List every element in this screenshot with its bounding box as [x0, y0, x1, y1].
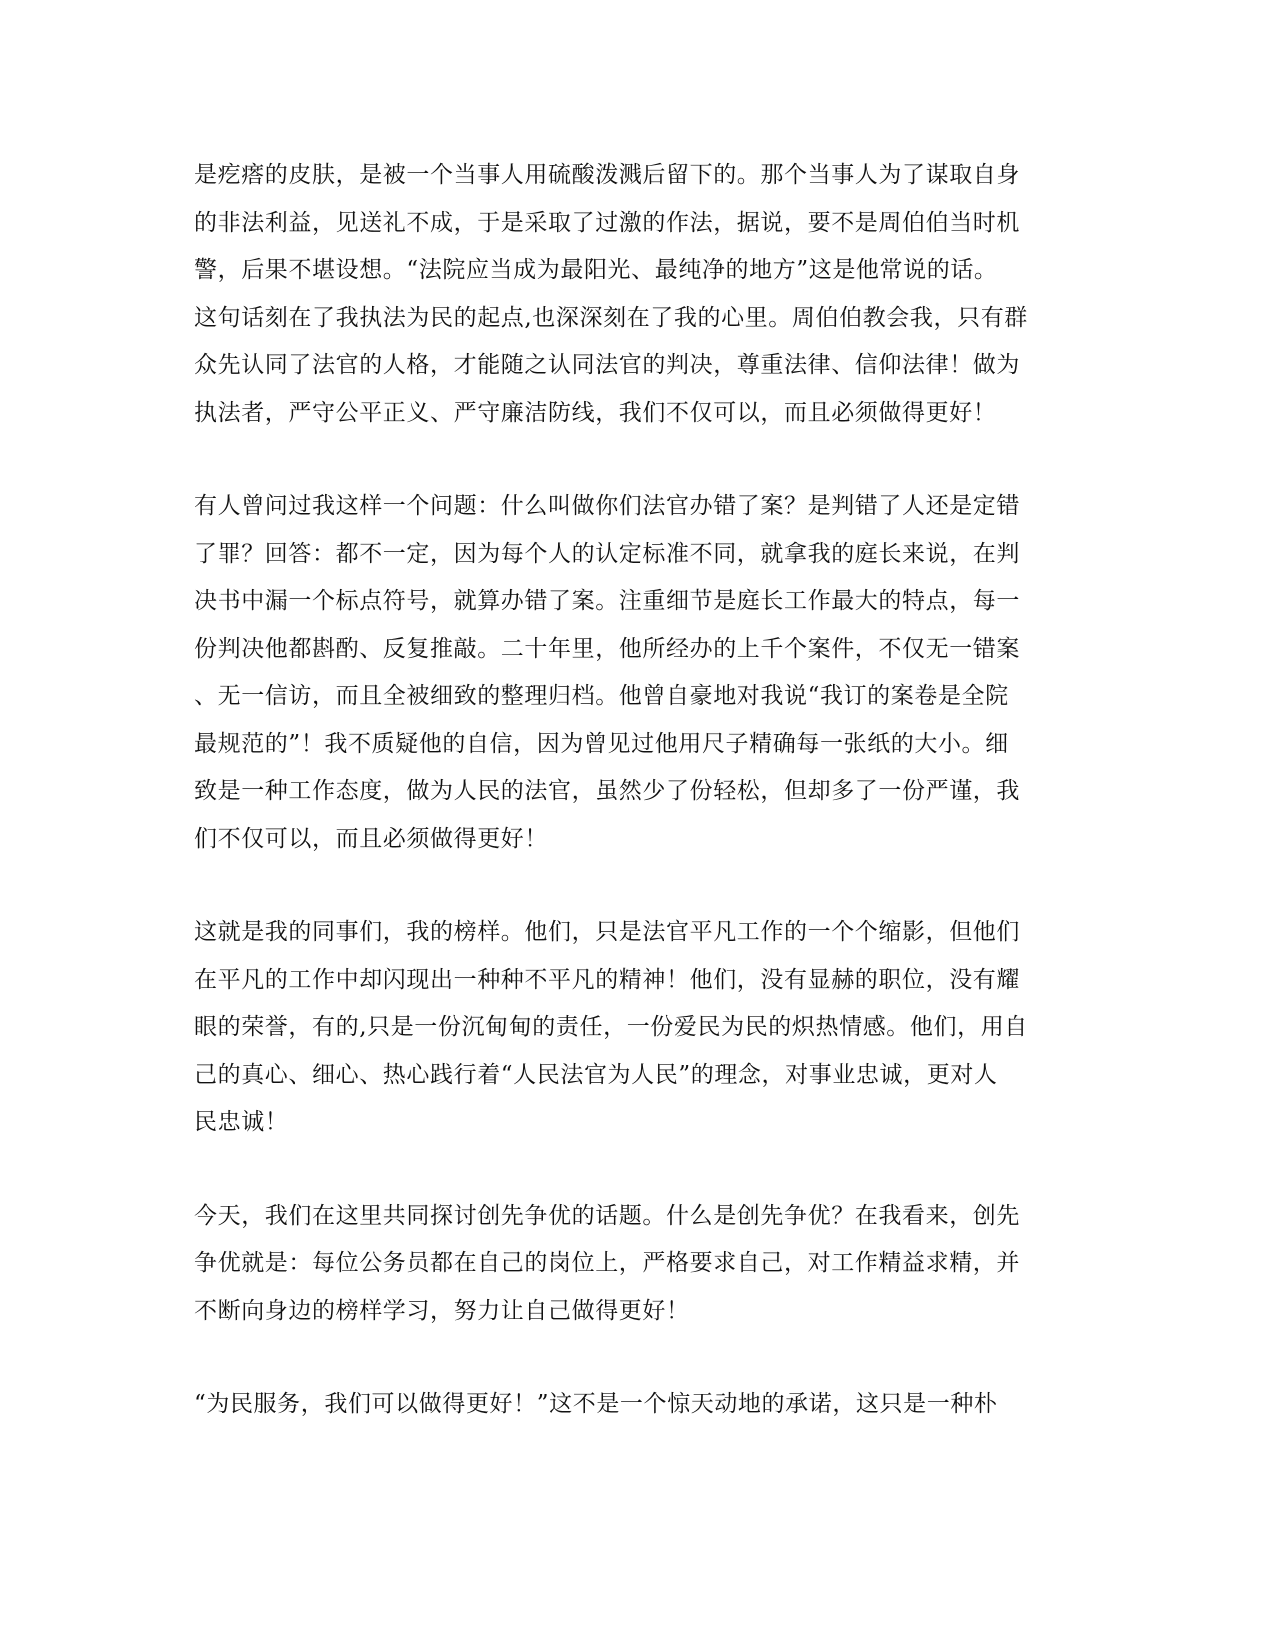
text-line: 民忠诚！: [194, 1109, 289, 1135]
text-line: 致是一种工作态度，做为人民的法官，虽然少了份轻松，但却多了一份严谨，我: [194, 778, 1020, 804]
paragraph-1: [194, 152, 1084, 437]
text-line: 争优就是：每位公务员都在自己的岗位上，严格要求自己，对工作精益求精，并: [194, 1250, 1020, 1276]
text-line: 众先认同了法官的人格，才能随之认同法官的判决，尊重法律、信仰法律！做为: [194, 352, 1020, 378]
text-line: 最规范的”！我不质疑他的自信，因为曾见过他用尺子精确每一张纸的大小。细: [194, 730, 1009, 757]
text-line: 了罪？回答：都不一定，因为每个人的认定标准不同，就拿我的庭长来说，在判: [194, 540, 1020, 567]
body-text: [194, 152, 1084, 1429]
text-line: 们不仅可以，而且必须做得更好！: [194, 825, 548, 852]
text-line: 眼的荣誉，有的,只是一份沉甸甸的责任，一份爱民为民的炽热情感。他们，用自: [194, 1014, 1028, 1040]
text-line: 的非法利益，见送礼不成，于是采取了过激的作法，据说，要不是周伯伯当时机: [194, 209, 1020, 236]
paragraph-3: [194, 909, 1084, 1147]
text-line: 警，后果不堪设想。“法院应当成为最阳光、最纯净的地方”这是他常说的话。: [194, 257, 998, 283]
text-line: 、无一信访，而且全被细致的整理归档。他曾自豪地对我说“我订的案卷是全院: [194, 683, 1009, 709]
paragraph-gap: [194, 863, 1084, 909]
text-line: 在平凡的工作中却闪现出一种种不平凡的精神！他们，没有显赫的职位，没有耀: [194, 966, 1020, 993]
text-line: 不断向身边的榜样学习，努力让自己做得更好！: [194, 1297, 690, 1324]
text-line: “为民服务，我们可以做得更好！”这不是一个惊天动地的承诺，这只是一种朴: [194, 1391, 998, 1417]
text-line: 有人曾问过我这样一个问题：什么叫做你们法官办错了案？是判错了人还是定错: [194, 493, 1020, 519]
paragraph-gap: [194, 1147, 1084, 1193]
text-line: 今天，我们在这里共同探讨创先争优的话题。什么是创先争优？在我看来，创先: [194, 1202, 1020, 1229]
text-line: 份判决他都斟酌、反复推敲。二十年里，他所经办的上千个案件，不仅无一错案: [194, 635, 1020, 662]
paragraph-5: [194, 1381, 1084, 1429]
paragraph-4: [194, 1193, 1084, 1336]
text-line: 这就是我的同事们，我的榜样。他们，只是法官平凡工作的一个个缩影，但他们: [194, 919, 1020, 945]
text-line: 是疙瘩的皮肤，是被一个当事人用硫酸泼溅后留下的。那个当事人为了谋取自身: [194, 162, 1020, 188]
paragraph-gap: [194, 437, 1084, 483]
paragraph-2: [194, 483, 1084, 863]
text-line: 执法者，严守公平正义、严守廉洁防线，我们不仅可以，而且必须做得更好！: [194, 399, 997, 426]
text-line: 己的真心、细心、热心践行着“人民法官为人民”的理念，对事业忠诚，更对人: [194, 1061, 998, 1088]
paragraph-gap: [194, 1335, 1084, 1381]
text-line: 决书中漏一个标点符号，就算办错了案。注重细节是庭长工作最大的特点，每一: [194, 588, 1020, 614]
text-line: 这句话刻在了我执法为民的起点,也深深刻在了我的心里。周伯伯教会我，只有群: [194, 304, 1028, 331]
